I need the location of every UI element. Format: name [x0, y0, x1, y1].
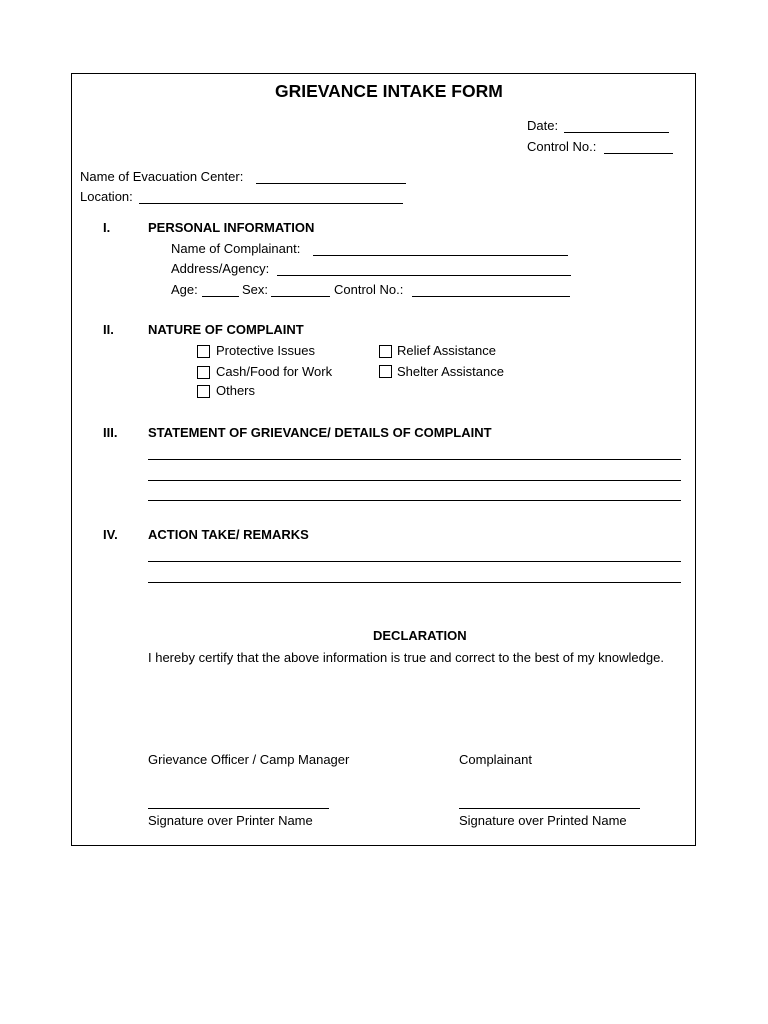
- section-3-numeral: III.: [103, 425, 118, 440]
- complainant-signature-line[interactable]: [459, 808, 640, 809]
- grievance-line-2[interactable]: [148, 480, 681, 481]
- remarks-line-2[interactable]: [148, 582, 681, 583]
- section-4-heading: ACTION TAKE/ REMARKS: [148, 527, 309, 542]
- complainant-name-field[interactable]: [313, 255, 568, 256]
- declaration-text: I hereby certify that the above information is true and correct to the best of my knowledge.: [148, 650, 664, 665]
- complainant-signature-label: Complainant: [459, 752, 532, 767]
- section-4-numeral: IV.: [103, 527, 118, 542]
- control-no-field[interactable]: [604, 153, 673, 154]
- officer-label: Grievance Officer / Camp Manager: [148, 752, 350, 767]
- protective-issues-checkbox[interactable]: [197, 345, 210, 358]
- shelter-assistance-checkbox[interactable]: [379, 365, 392, 378]
- date-field[interactable]: [564, 132, 669, 133]
- protective-issues-label: Protective Issues: [216, 343, 315, 358]
- age-field[interactable]: [202, 296, 239, 297]
- control-no-label: Control No.:: [527, 139, 597, 154]
- remarks-line-1[interactable]: [148, 561, 681, 562]
- location-label: Location:: [80, 189, 133, 204]
- location-field[interactable]: [139, 203, 403, 204]
- section-2-heading: NATURE OF COMPLAINT: [148, 322, 304, 337]
- address-field[interactable]: [277, 275, 571, 276]
- others-checkbox[interactable]: [197, 385, 210, 398]
- cash-food-for-work-label: Cash/Food for Work: [216, 364, 333, 379]
- evac-center-label: Name of Evacuation Center:: [80, 169, 244, 184]
- complainant-signature-caption: Signature over Printed Name: [459, 813, 627, 828]
- evac-center-field[interactable]: [256, 183, 406, 184]
- section-2-numeral: II.: [103, 322, 114, 337]
- officer-signature-caption: Signature over Printer Name: [148, 813, 313, 828]
- address-label: Address/Agency:: [171, 261, 270, 276]
- age-label: Age:: [171, 282, 198, 297]
- section-3-heading: STATEMENT OF GRIEVANCE/ DETAILS OF COMPLAINT: [148, 425, 492, 440]
- complainant-name-label: Name of Complainant:: [171, 241, 301, 256]
- date-label: Date:: [527, 118, 559, 133]
- sex-field[interactable]: [271, 296, 330, 297]
- grievance-line-3[interactable]: [148, 500, 681, 501]
- cash-food-for-work-checkbox[interactable]: [197, 366, 210, 379]
- section-1-control-no-field[interactable]: [412, 296, 570, 297]
- shelter-assistance-label: Shelter Assistance: [397, 364, 504, 379]
- relief-assistance-checkbox[interactable]: [379, 345, 392, 358]
- sex-label: Sex:: [242, 282, 269, 297]
- form-title: GRIEVANCE INTAKE FORM: [275, 81, 503, 101]
- grievance-line-1[interactable]: [148, 459, 681, 460]
- officer-signature-line[interactable]: [148, 808, 329, 809]
- section-1-control-no-label: Control No.:: [334, 282, 404, 297]
- section-1-heading: PERSONAL INFORMATION: [148, 220, 315, 235]
- declaration-heading: DECLARATION: [373, 628, 467, 643]
- relief-assistance-label: Relief Assistance: [397, 343, 496, 358]
- section-1-numeral: I.: [103, 220, 111, 235]
- others-label: Others: [216, 383, 256, 398]
